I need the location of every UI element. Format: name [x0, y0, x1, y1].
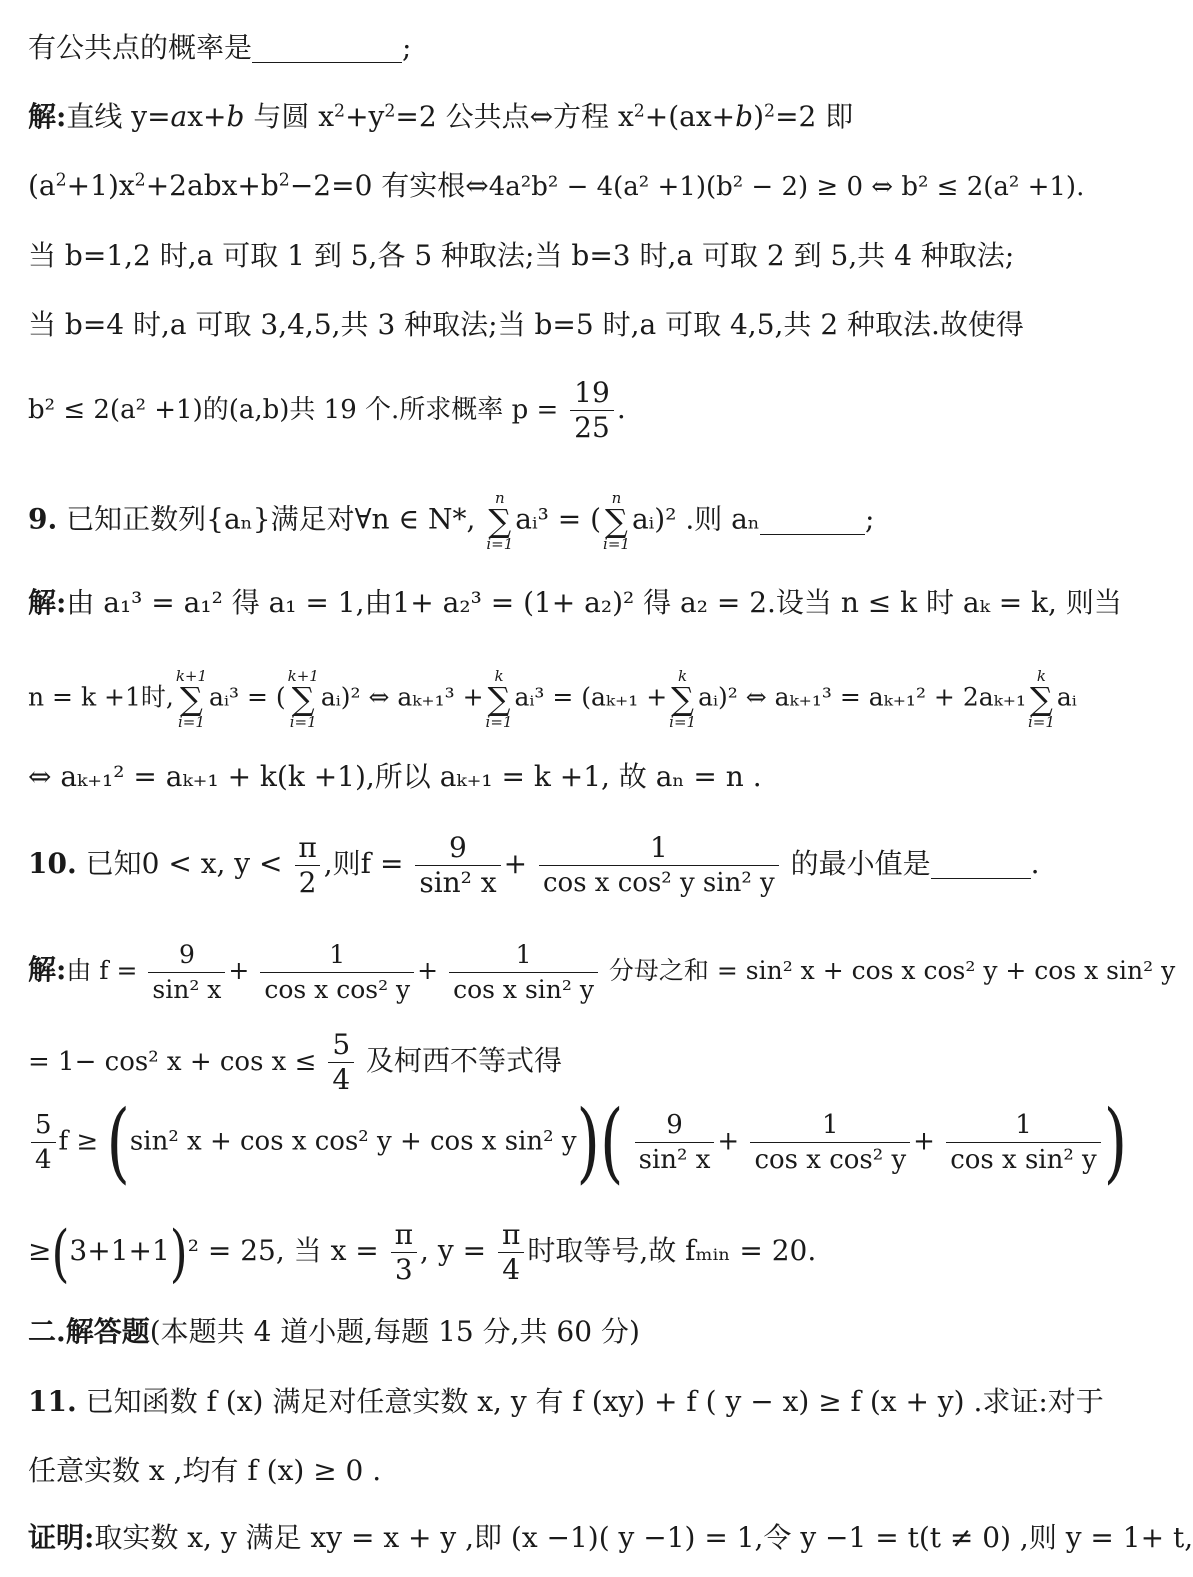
proof-11-line-1: 证明:取实数 x, y 满足 xy = x + y ,即 (x −1)( y −1) = 1,令 y −1 = t(t ≠ 0) ,则 y = 1+ t,: [28, 1521, 1193, 1554]
solution-10-line-2: = 1− cos² x + cos x ≤ $\frac{5}{4}$ 及柯西不等式得: [28, 1028, 563, 1096]
solution-10-line-4: ≥(3+1+1)² = 25, 当 x = $\frac{\pi}{3}$ , y = $\frac{\pi}{4}$ 时取等号,故 fₘᵢₙ = 20.: [28, 1216, 817, 1289]
answer-blank: [760, 504, 865, 535]
sum-symbol: n ∑ i=1: [486, 489, 514, 553]
question-11-line-1: 11. 已知函数 f (x) 满足对任意实数 x, y 有 f (xy) + f ( y − x) ≥ f (x + y) .求证:对于: [28, 1385, 1104, 1418]
solution-9-line-1: 解:由 a₁³ = a₁² 得 a₁ = 1,由1+ a₂³ = (1+ a₂)² 得 a₂ = 2.设当 n ≤ k 时 aₖ = k, 则当: [28, 586, 1122, 619]
answer-blank: [252, 32, 402, 63]
question-9: 9. 已知正数列{aₙ}满足对∀n ∈ N*, n ∑ i=1 aᵢ³ = ( n ∑ i=1 aᵢ)² .则 aₙ ;: [28, 489, 875, 553]
solution-8-line-3: 当 b=1,2 时,a 可取 1 到 5,各 5 种取法;当 b=3 时,a 可取 2 到 5,共 4 种取法;: [28, 239, 1015, 272]
sum-symbol: k+1 ∑ i=1: [287, 667, 319, 731]
solution-8-line-2: $(a^2+1)x^2+2abx+b^2-2=0$ 有实根⇔4a²b² − 4(a² +1)(b² − 2) ≥ 0 ⇔ b² ≤ 2(a² +1).: [28, 169, 1085, 202]
solution-9-line-2: n = k +1时, k+1 ∑ i=1 aᵢ³ = ( k+1 ∑ i=1 aᵢ)² ⇔ aₖ₊₁³ + k ∑ i=1 aᵢ³ = (aₖ₊₁ + k ∑ i=1 aᵢ)² ⇔ aₖ₊₁³ = aₖ₊₁² + 2aₖ₊₁ k ∑ i=1 aᵢ: [28, 667, 1077, 731]
question-11-line-2: 任意实数 x ,均有 f (x) ≥ 0 .: [28, 1454, 382, 1487]
question-10: 10. 已知0 < x, y < $\frac{\pi}{2}$ ,则f = $\frac{9}{\text{sin² x}}$ + $\frac{1}{\text{cos x cos² y sin² y}}$ 的最小值是 .: [28, 831, 1040, 899]
solution-9-line-3: ⇔ aₖ₊₁² = aₖ₊₁ + k(k +1),所以 aₖ₊₁ = k +1, 故 aₙ = n .: [28, 760, 762, 793]
sum-symbol: k+1 ∑ i=1: [175, 667, 208, 731]
solution-8-line-5: b² ≤ 2(a² +1)的(a,b)共 19 个.所求概率 p = $\frac{19}{25}$ .: [28, 376, 626, 444]
solution-10-line-3: $\frac{5}{4}$ f ≥ (sin² x + cos x cos² y + cos x sin² y)( $\frac{9}{\text{sin² x}}$ + $\frac{1}{\text{cos x cos² y}}$ + $\frac{1}{\text{cos x sin² y}}$ ): [28, 1110, 1044, 1175]
probability-fraction: $\frac{19}{25}$: [570, 378, 614, 443]
sum-symbol: k ∑ i=1: [1027, 667, 1055, 731]
solution-10-line-1: 解:由 f = $\frac{9}{\text{sin² x}}$ + $\frac{1}{\text{cos x cos² y}}$ + $\frac{1}{\text{cos x sin² y}}$ 分母之和 = sin² x + cos x cos² y + cos x sin² y: [28, 940, 1176, 1004]
solution-8-line-4: 当 b=4 时,a 可取 3,4,5,共 3 种取法;当 b=5 时,a 可取 4,5,共 2 种取法.故使得: [28, 308, 1024, 341]
sum-symbol: k ∑ i=1: [485, 667, 513, 731]
sum-symbol: k ∑ i=1: [669, 667, 697, 731]
sum-symbol: n ∑ i=1: [603, 489, 630, 553]
answer-blank: [931, 848, 1031, 879]
section-heading: 二.解答题(本题共 4 道小题,每题 15 分,共 60 分): [28, 1315, 640, 1348]
line-prob-end: 有公共点的概率是 ;: [28, 31, 412, 64]
solution-8-line-1: 解:直线 y=ax+b 与圆 $x^2+y^2=2$ 公共点⇔方程 $x^2+(ax+b)^2=2$ 即: [28, 100, 854, 133]
